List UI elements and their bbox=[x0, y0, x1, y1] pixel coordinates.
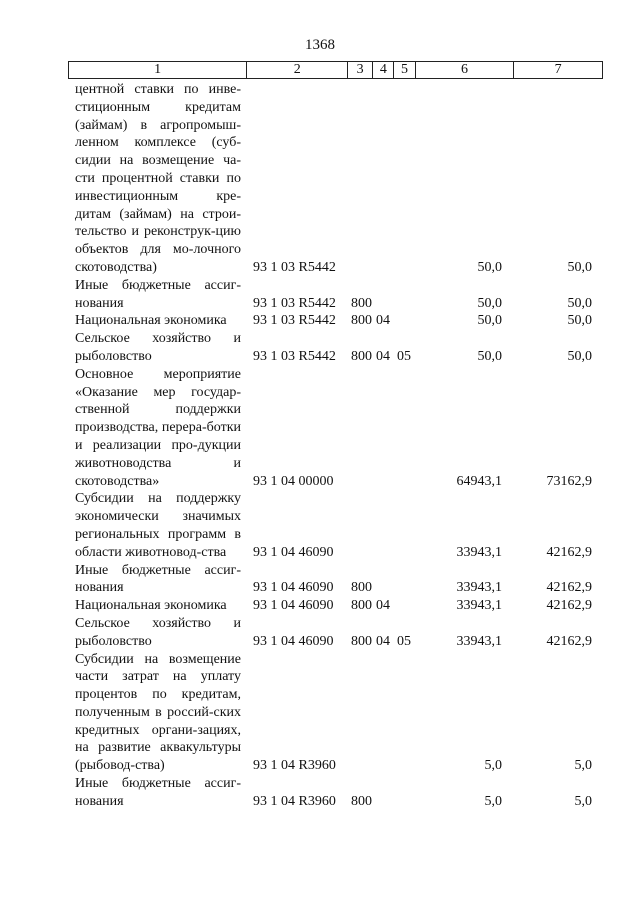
row-name: Иные бюджетные ассиг-нования bbox=[75, 277, 241, 311]
row-c7: 50,0 bbox=[567, 295, 592, 311]
row-code: 93 1 03 R5442 bbox=[253, 348, 336, 364]
row-c7: 42162,9 bbox=[546, 598, 592, 614]
row-code: 93 1 03 R5442 bbox=[253, 259, 336, 275]
row-c6: 5,0 bbox=[484, 758, 502, 774]
row-code: 93 1 04 R3960 bbox=[253, 758, 336, 774]
row-c7: 5,0 bbox=[574, 793, 592, 809]
table-row bbox=[0, 366, 640, 491]
row-c6: 33943,1 bbox=[456, 580, 502, 596]
table-row bbox=[0, 277, 640, 313]
column-header-table bbox=[68, 61, 603, 79]
table-row bbox=[0, 330, 640, 366]
header-col-6: 6 bbox=[415, 62, 514, 79]
row-c6: 5,0 bbox=[484, 793, 502, 809]
row-c7: 42162,9 bbox=[546, 544, 592, 560]
row-c5: 05 bbox=[397, 348, 411, 364]
table-row bbox=[0, 562, 640, 598]
row-code: 93 1 04 46090 bbox=[253, 633, 334, 649]
row-name: Национальная экономика bbox=[75, 313, 227, 329]
row-c6: 50,0 bbox=[477, 348, 502, 364]
header-col-3: 3 bbox=[348, 62, 373, 79]
row-c3: 800 bbox=[351, 793, 372, 809]
row-c7: 73162,9 bbox=[546, 473, 592, 489]
table-row bbox=[0, 775, 640, 811]
row-c3: 800 bbox=[351, 598, 372, 614]
row-c4: 04 bbox=[376, 348, 390, 364]
table-row bbox=[0, 490, 640, 561]
row-c6: 50,0 bbox=[477, 313, 502, 329]
row-name: центной ставки по инве-стиционным кредитам (займам) в агропромыш-ленном комплексе (суб-сидии на возмещение ча-сти процентной ставки по инвестиционным кре-дитам (займам) на строи-тельство и реконструк-цию объектов для мо-лочного скотоводства) bbox=[75, 82, 241, 275]
table-row bbox=[0, 615, 640, 651]
row-c7: 50,0 bbox=[567, 259, 592, 275]
page-number: 1368 bbox=[305, 37, 335, 53]
header-col-4: 4 bbox=[373, 62, 394, 79]
row-c3: 800 bbox=[351, 313, 372, 329]
row-code: 93 1 04 46090 bbox=[253, 580, 334, 596]
budget-table-body bbox=[0, 81, 640, 811]
row-c6: 33943,1 bbox=[456, 598, 502, 614]
row-c5: 05 bbox=[397, 633, 411, 649]
row-name: Субсидии на поддержку экономически значимых региональных программ в области животновод-ства bbox=[75, 491, 241, 560]
row-code: 93 1 03 R5442 bbox=[253, 313, 336, 329]
row-c7: 50,0 bbox=[567, 348, 592, 364]
row-c6: 50,0 bbox=[477, 295, 502, 311]
table-row bbox=[0, 597, 640, 615]
row-c7: 5,0 bbox=[574, 758, 592, 774]
row-code: 93 1 04 46090 bbox=[253, 544, 334, 560]
row-name: Сельское хозяйство и рыболовство bbox=[75, 615, 241, 649]
header-col-5: 5 bbox=[394, 62, 415, 79]
row-code: 93 1 04 00000 bbox=[253, 473, 334, 489]
row-c4: 04 bbox=[376, 598, 390, 614]
row-name: Иные бюджетные ассиг-нования bbox=[75, 562, 241, 596]
table-row bbox=[0, 651, 640, 776]
row-c3: 800 bbox=[351, 348, 372, 364]
row-name: Основное мероприятие «Оказание мер государ-ственной поддержки производства, перера-ботки и реализации про-дукции животноводства и скотоводства» bbox=[75, 366, 241, 489]
header-col-7: 7 bbox=[514, 62, 603, 79]
row-c7: 42162,9 bbox=[546, 633, 592, 649]
row-c4: 04 bbox=[376, 633, 390, 649]
row-code: 93 1 04 R3960 bbox=[253, 793, 336, 809]
row-c6: 33943,1 bbox=[456, 633, 502, 649]
row-name: Иные бюджетные ассиг-нования bbox=[75, 776, 241, 809]
row-c7: 50,0 bbox=[567, 313, 592, 329]
row-c6: 64943,1 bbox=[456, 473, 502, 489]
row-c3: 800 bbox=[351, 580, 372, 596]
row-code: 93 1 03 R5442 bbox=[253, 295, 336, 311]
row-c3: 800 bbox=[351, 633, 372, 649]
table-row bbox=[0, 312, 640, 330]
header-col-1: 1 bbox=[69, 62, 247, 79]
row-name: Национальная экономика bbox=[75, 598, 227, 614]
row-c6: 33943,1 bbox=[456, 544, 502, 560]
row-c7: 42162,9 bbox=[546, 580, 592, 596]
row-name: Сельское хозяйство и рыболовство bbox=[75, 331, 241, 364]
row-name: Субсидии на возмещение части затрат на уплату процентов по кредитам, полученным в россий-ских кредитных органи-зациях, на развитие аквакультуры (рыбовод-ства) bbox=[75, 651, 241, 774]
row-c3: 800 bbox=[351, 295, 372, 311]
row-c4: 04 bbox=[376, 313, 390, 329]
row-code: 93 1 04 46090 bbox=[253, 598, 334, 614]
row-c6: 50,0 bbox=[477, 259, 502, 275]
header-col-2: 2 bbox=[247, 62, 348, 79]
table-row bbox=[0, 81, 640, 277]
